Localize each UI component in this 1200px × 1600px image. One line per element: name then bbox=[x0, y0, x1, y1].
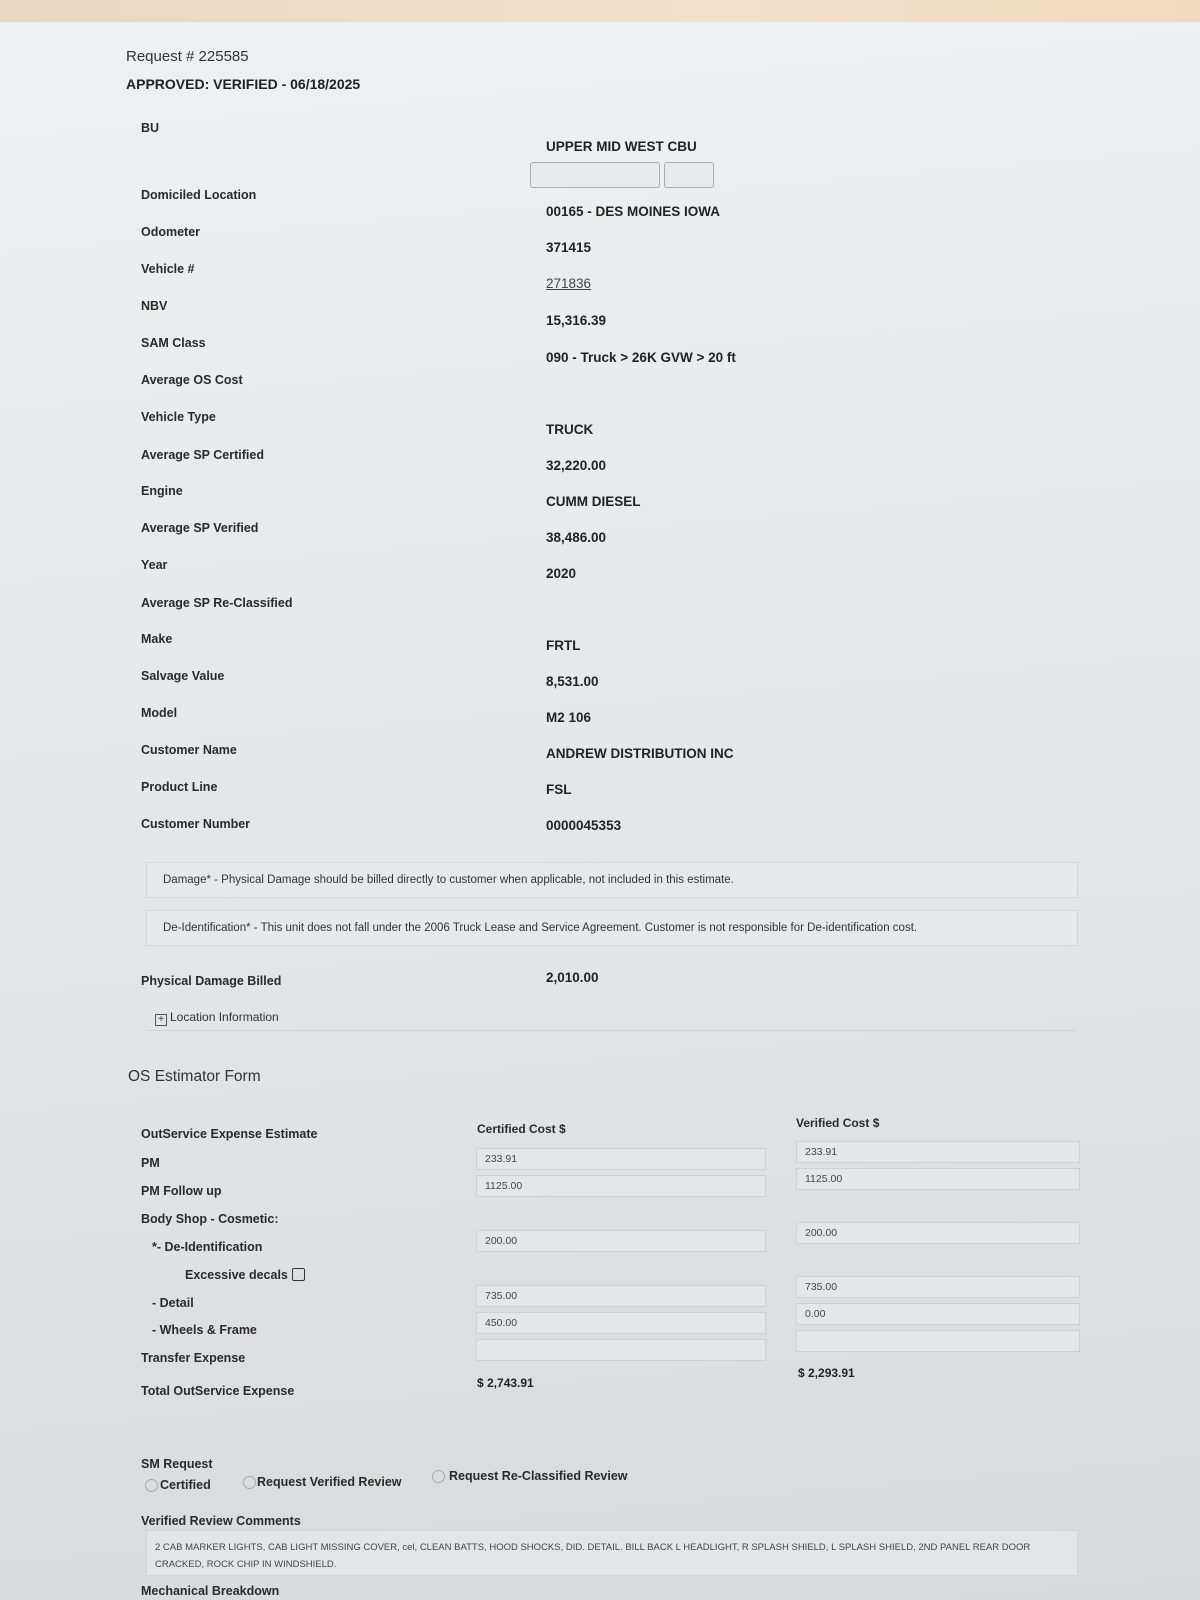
make-value: FRTL bbox=[546, 638, 581, 653]
vehicle-link[interactable]: 271836 bbox=[546, 276, 592, 291]
request-reclassified-option-label: Request Re-Classified Review bbox=[449, 1469, 628, 1483]
domiciled-value: 00165 - DES MOINES IOWA bbox=[546, 204, 721, 219]
location-information-toggle[interactable] bbox=[155, 1010, 279, 1026]
certified-radio[interactable] bbox=[145, 1479, 158, 1492]
total-verified-value: $ 2,293.91 bbox=[798, 1366, 855, 1380]
avg-sp-certified-label: Average SP Certified bbox=[141, 448, 264, 462]
request-reclassified-radio[interactable] bbox=[432, 1470, 445, 1483]
customer-number-label: Customer Number bbox=[141, 817, 251, 831]
odometer-label: Odometer bbox=[141, 225, 201, 239]
transfer-expense-certified-input[interactable] bbox=[476, 1339, 766, 1361]
model-value: M2 106 bbox=[546, 710, 592, 725]
pm-certified-input[interactable]: 233.91 bbox=[476, 1148, 766, 1170]
sam-class-value: 090 - Truck > 26K GVW > 20 ft bbox=[546, 350, 736, 365]
product-line-label: Product Line bbox=[141, 780, 218, 794]
engine-label: Engine bbox=[141, 484, 183, 498]
model-label: Model bbox=[141, 706, 178, 720]
year-label: Year bbox=[141, 558, 168, 572]
detail-certified-input[interactable]: 735.00 bbox=[476, 1285, 766, 1307]
customer-name-value: ANDREW DISTRIBUTION INC bbox=[546, 746, 734, 761]
deidentification-label: *- De-Identification bbox=[152, 1240, 263, 1254]
vehicle-type-label: Vehicle Type bbox=[141, 410, 216, 424]
request-verified-radio[interactable] bbox=[243, 1476, 256, 1489]
physical-damage-value: 2,010.00 bbox=[546, 970, 599, 985]
physical-damage-label: Physical Damage Billed bbox=[141, 974, 282, 988]
customer-number-value: 0000045353 bbox=[546, 818, 622, 833]
avg-sp-reclassified-label: Average SP Re-Classified bbox=[141, 596, 293, 610]
expand-plus-icon: + bbox=[155, 1014, 167, 1026]
avg-sp-verified-value: 38,486.00 bbox=[546, 530, 607, 545]
year-value: 2020 bbox=[546, 566, 577, 581]
pm-follow-up-certified-input[interactable]: 1125.00 bbox=[476, 1175, 766, 1197]
verified-review-comments-text[interactable]: 2 CAB MARKER LIGHTS, CAB LIGHT MISSING COVER, cel, CLEAN BATTS, HOOD SHOCKS, DID. DETAIL. BILL BACK L HEADLIGHT, R SPLASH SHIELD, L SPLASH SHIELD, 2ND PANEL REAR DOOR CRACKED, ROCK CHIP IN WINDSHIELD. bbox=[146, 1530, 1078, 1576]
deidentification-verified-input[interactable]: 200.00 bbox=[796, 1222, 1080, 1244]
excessive-decals-label: Excessive decals bbox=[185, 1268, 288, 1282]
pm-verified-input[interactable]: 233.91 bbox=[796, 1141, 1080, 1163]
excessive-decals-row bbox=[185, 1268, 305, 1282]
domiciled-label: Domiciled Location bbox=[141, 188, 257, 202]
sam-class-label: SAM Class bbox=[141, 336, 206, 350]
excessive-decals-checkbox[interactable] bbox=[292, 1268, 305, 1281]
verified-review-comments-label: Verified Review Comments bbox=[141, 1514, 301, 1528]
product-line-value: FSL bbox=[546, 782, 572, 797]
faded-button-left[interactable] bbox=[530, 162, 660, 188]
avg-sp-certified-value: 32,220.00 bbox=[546, 458, 607, 473]
transfer-expense-label: Transfer Expense bbox=[141, 1351, 246, 1365]
bu-value: UPPER MID WEST CBU bbox=[546, 139, 697, 154]
mechanical-breakdown-label: Mechanical Breakdown bbox=[141, 1584, 280, 1598]
nbv-value: 15,316.39 bbox=[546, 313, 607, 328]
avg-sp-verified-label: Average SP Verified bbox=[141, 521, 259, 535]
verified-cost-header: Verified Cost $ bbox=[796, 1116, 880, 1130]
wheels-frame-certified-input[interactable]: 450.00 bbox=[476, 1312, 766, 1334]
sm-request-label: SM Request bbox=[141, 1457, 213, 1471]
location-information-label: Location Information bbox=[170, 1010, 279, 1024]
detail-verified-input[interactable]: 735.00 bbox=[796, 1276, 1080, 1298]
pm-follow-up-label: PM Follow up bbox=[141, 1184, 222, 1198]
certified-option-label: Certified bbox=[160, 1478, 211, 1492]
customer-name-label: Customer Name bbox=[141, 743, 237, 757]
odometer-value: 371415 bbox=[546, 240, 592, 255]
deidentification-notice: De-Identification* - This unit does not fall under the 2006 Truck Lease and Service Agreement. Customer is not responsible for De-identification cost. bbox=[146, 910, 1078, 946]
request-number: Request # 225585 bbox=[126, 48, 249, 65]
transfer-expense-verified-input[interactable] bbox=[796, 1330, 1080, 1352]
damage-notice: Damage* - Physical Damage should be billed directly to customer when applicable, not included in this estimate. bbox=[146, 862, 1078, 898]
request-verified-option-label: Request Verified Review bbox=[257, 1475, 402, 1489]
total-outservice-label: Total OutService Expense bbox=[141, 1384, 295, 1398]
nbv-label: NBV bbox=[141, 299, 168, 313]
wheels-frame-label: - Wheels & Frame bbox=[152, 1323, 257, 1337]
estimate-label: OutService Expense Estimate bbox=[141, 1127, 318, 1141]
divider bbox=[146, 1030, 1076, 1031]
make-label: Make bbox=[141, 632, 173, 646]
certified-cost-header: Certified Cost $ bbox=[477, 1122, 566, 1136]
detail-label: - Detail bbox=[152, 1296, 194, 1310]
vehicle-label: Vehicle # bbox=[141, 262, 195, 276]
salvage-value-value: 8,531.00 bbox=[546, 674, 599, 689]
os-form-title: OS Estimator Form bbox=[128, 1068, 261, 1085]
request-status: APPROVED: VERIFIED - 06/18/2025 bbox=[126, 76, 361, 92]
vehicle-type-value: TRUCK bbox=[546, 422, 594, 437]
engine-value: CUMM DIESEL bbox=[546, 494, 641, 509]
pm-label: PM bbox=[141, 1156, 160, 1170]
body-shop-label: Body Shop - Cosmetic: bbox=[141, 1212, 279, 1226]
avg-os-cost-label: Average OS Cost bbox=[141, 373, 243, 387]
deidentification-certified-input[interactable]: 200.00 bbox=[476, 1230, 766, 1252]
total-certified-value: $ 2,743.91 bbox=[477, 1376, 534, 1390]
pm-follow-up-verified-input[interactable]: 1125.00 bbox=[796, 1168, 1080, 1190]
faded-button-right[interactable] bbox=[664, 162, 714, 188]
wheels-frame-verified-input[interactable]: 0.00 bbox=[796, 1303, 1080, 1325]
salvage-value-label: Salvage Value bbox=[141, 669, 225, 683]
bu-label: BU bbox=[141, 121, 160, 135]
